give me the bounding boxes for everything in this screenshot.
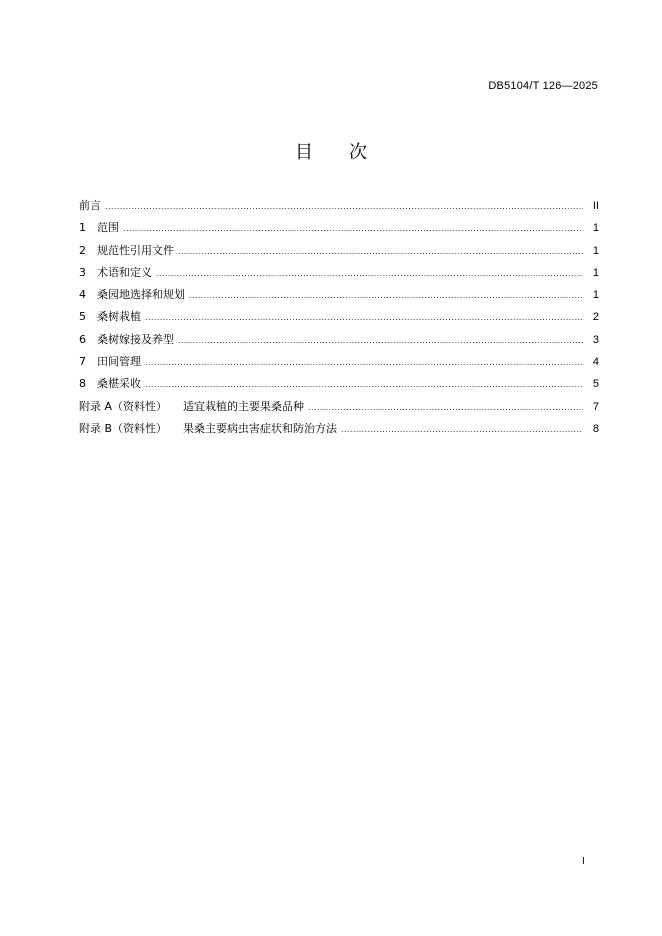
toc-entry-number: 6 — [79, 332, 86, 346]
toc-entry-page: 4 — [592, 356, 599, 369]
toc-entry-label — [79, 421, 337, 437]
toc-leader-dots — [189, 288, 583, 304]
toc-entry-page: 8 — [592, 422, 599, 435]
document-code: DB5104/T 126—2025 — [488, 80, 598, 92]
toc-entry-page: 1 — [592, 244, 599, 257]
toc-entry-label: 范围 — [97, 221, 119, 235]
toc-leader-dots — [145, 377, 583, 393]
appendix-category: 附录 A（资料性） — [79, 399, 168, 413]
toc-entry-8[interactable] — [79, 376, 599, 398]
toc-entry-label: 规范性引用文件 — [97, 243, 174, 257]
toc-entry-number: 2 — [79, 243, 86, 257]
appendix-title: 果桑主要病虫害症状和防治方法 — [183, 421, 338, 435]
toc-leader-dots — [178, 244, 583, 260]
footer-page-number: I — [582, 856, 585, 867]
toc-leader-dots — [308, 400, 583, 416]
toc-title — [0, 138, 662, 164]
toc-leader-dots — [178, 333, 583, 349]
toc-leader-dots — [145, 355, 583, 371]
toc-entry-number: 3 — [79, 265, 86, 279]
toc-entry-number: 5 — [79, 310, 86, 324]
toc-entry-4[interactable] — [79, 287, 599, 309]
toc-entry-page: 1 — [592, 222, 599, 235]
toc-entry-page: 2 — [592, 311, 599, 324]
toc-entry-2[interactable] — [79, 243, 599, 265]
toc-entry-page: II — [592, 200, 599, 212]
toc-title-part1: 目 — [295, 142, 313, 163]
toc-entry-label: 前言 — [79, 199, 101, 212]
appendix-title: 适宜栽植的主要果桑品种 — [183, 399, 305, 413]
table-of-contents — [79, 198, 599, 443]
toc-entry-3[interactable] — [79, 265, 599, 287]
toc-entry-label: 田间管理 — [97, 355, 141, 369]
toc-entry-page: 5 — [592, 378, 599, 391]
toc-leader-dots — [341, 422, 583, 438]
toc-entry-foreword[interactable] — [79, 198, 599, 220]
toc-entry-label: 桑树嫁接及养型 — [97, 332, 174, 346]
toc-entry-page: 7 — [592, 400, 599, 413]
toc-entry-number: 7 — [79, 355, 86, 369]
toc-entry-label: 桑椹采收 — [97, 377, 141, 391]
toc-entry-label: 术语和定义 — [97, 265, 152, 279]
toc-entry-page: 3 — [592, 333, 599, 346]
toc-leader-dots — [156, 266, 583, 282]
toc-entry-number: 4 — [79, 288, 86, 302]
toc-entry-1[interactable] — [79, 220, 599, 242]
appendix-category: 附录 B（资料性） — [79, 421, 168, 435]
toc-entry-page: 1 — [592, 289, 599, 302]
toc-entry-number: 8 — [79, 377, 86, 391]
toc-leader-dots — [105, 199, 583, 215]
toc-entry-label: 桑园地选择和规划 — [97, 288, 185, 302]
toc-leader-dots — [123, 221, 583, 237]
toc-entry-label: 桑树栽植 — [97, 310, 141, 324]
toc-entry-appendix-b[interactable] — [79, 421, 599, 443]
toc-entry-7[interactable] — [79, 354, 599, 376]
toc-entry-page: 1 — [592, 266, 599, 279]
toc-entry-label — [79, 399, 304, 415]
toc-entry-appendix-a[interactable] — [79, 399, 599, 421]
toc-entry-6[interactable] — [79, 332, 599, 354]
toc-title-part2: 次 — [349, 142, 367, 163]
toc-entry-5[interactable] — [79, 309, 599, 331]
toc-entry-number: 1 — [79, 221, 86, 235]
toc-leader-dots — [145, 310, 583, 326]
